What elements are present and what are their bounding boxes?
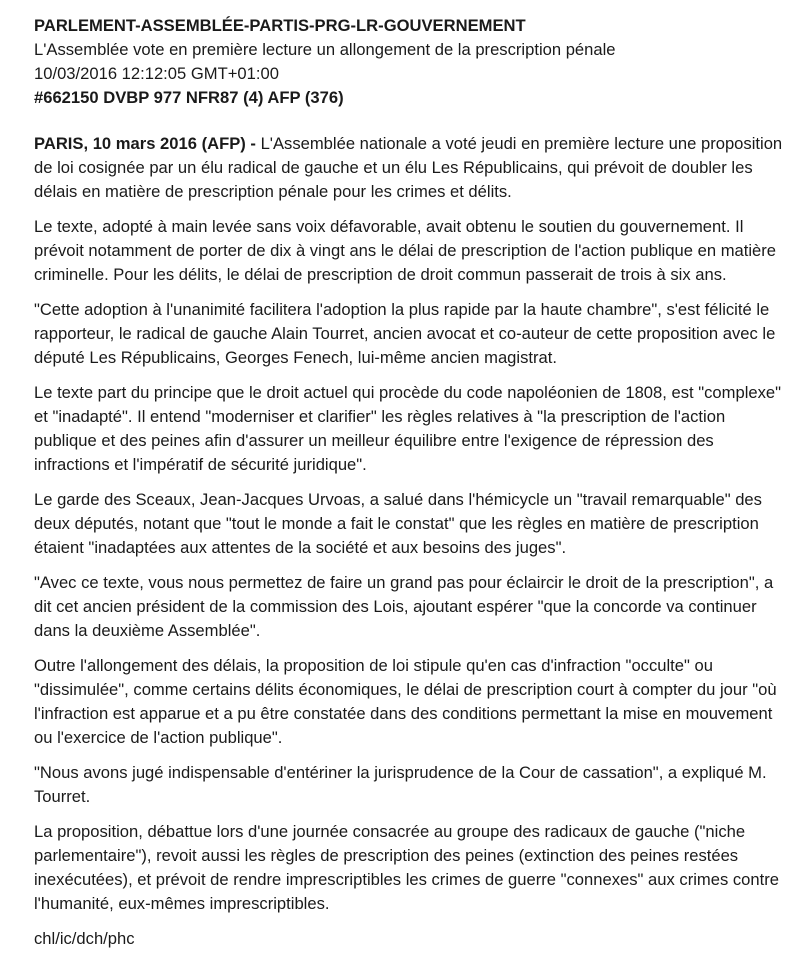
lead-paragraph [34,132,784,204]
article-body [34,132,784,951]
slug-line: PARLEMENT-ASSEMBLÉE-PARTIS-PRG-LR-GOUVERNEMENT [34,16,526,35]
body-paragraph: La proposition, débattue lors d'une journée consacrée au groupe des radicaux de gauche ("niche parlementaire"), revoit aussi les règles de prescription des peines (extinction des peines restées inexécutées), et prévoit de rendre imprescriptibles les crimes de guerre "connexes" aux crimes contre l'humanité, eux-mêmes imprescriptibles. [34,822,780,913]
timestamp: 10/03/2016 12:12:05 GMT+01:00 [34,64,279,83]
signoff: chl/ic/dch/phc [34,929,135,948]
body-paragraph: Le texte, adopté à main levée sans voix défavorable, avait obtenu le soutien du gouvernement. Il prévoit notamment de porter de dix à vingt ans le délai de prescription de l'action publique en matière criminelle. Pour les délits, le délai de prescription de droit commun passerait de trois à six ans. [34,217,777,284]
dateline: PARIS, 10 mars 2016 (AFP) - [34,134,256,153]
lead-text: L'Assemblée nationale a voté jeudi en première lecture une proposition de loi cosignée par un élu radical de gauche et un élu Les Républicains, qui prévoit de doubler les délais en matière de prescription pénale pour les crimes et délits. [34,134,783,201]
dispatch-header [34,14,784,110]
headline: L'Assemblée vote en première lecture un allongement de la prescription pénale [34,40,616,59]
body-paragraph: Le garde des Sceaux, Jean-Jacques Urvoas, a salué dans l'hémicycle un "travail remarquable" des deux députés, notant que "tout le monde a fait le constat" que les règles en matière de prescription étaient "inadaptées aux attentes de la société et aux besoins des juges". [34,490,762,557]
body-paragraph: "Cette adoption à l'unanimité facilitera l'adoption la plus rapide par la haute chambre", s'est félicité le rapporteur, le radical de gauche Alain Tourret, ancien avocat et co-auteur de cette proposition avec le député Les Républicains, Georges Fenech, lui-même ancien magistrat. [34,300,776,367]
body-paragraph: "Nous avons jugé indispensable d'entériner la jurisprudence de la Cour de cassation", a expliqué M. Tourret. [34,763,767,806]
reference-line: #662150 DVBP 977 NFR87 (4) AFP (376) [34,88,344,107]
body-paragraph: Le texte part du principe que le droit actuel qui procède du code napoléonien de 1808, est "complexe" et "inadapté". Il entend "moderniser et clarifier" les règles relatives à "la prescription de l'action publique et des peines afin d'assurer un meilleur équilibre entre l'exigence de répression des infractions et l'impératif de sécurité juridique". [34,383,782,474]
body-paragraph: "Avec ce texte, vous nous permettez de faire un grand pas pour éclaircir le droit de la prescription", a dit cet ancien président de la commission des Lois, ajoutant espérer "que la concorde va continuer dans la deuxième Assemblée". [34,573,774,640]
body-paragraph: Outre l'allongement des délais, la proposition de loi stipule qu'en cas d'infraction "occulte" ou "dissimulée", comme certains délits économiques, le délai de prescription court à compter du jour "où l'infraction est apparue et a pu être constatée dans des conditions permettant la mise en mouvement ou l'exercice de l'action publique". [34,656,777,747]
